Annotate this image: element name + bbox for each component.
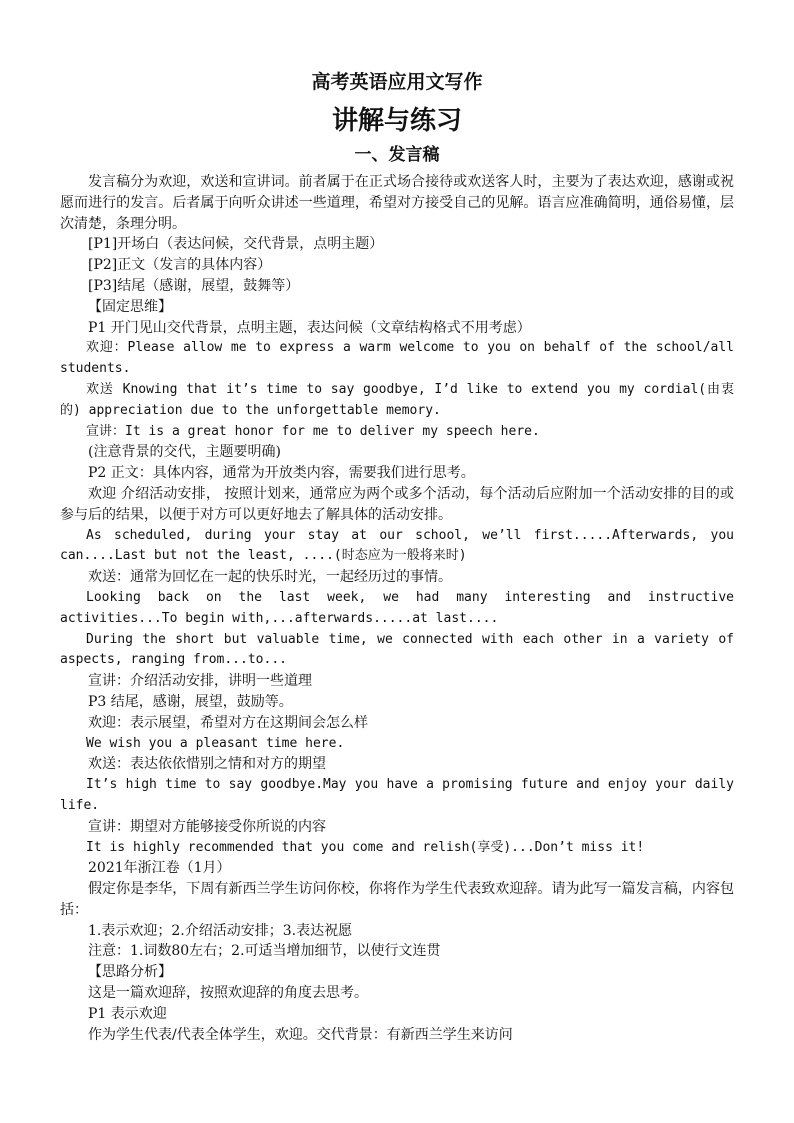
paragraph-recommended-example: It is highly recommended that you come and relish(享受)...Don’t miss it! xyxy=(86,839,645,855)
paragraph-fixed-thinking-heading: 【固定思维】 xyxy=(88,298,172,315)
section-heading: 一、发言稿 xyxy=(354,145,440,165)
paragraph-goodbye-example: It’s high time to say goodbye.May you have a promising future and enjoy your daily life. xyxy=(60,777,734,813)
paragraph-welcome-activities: 欢迎 介绍活动安排， 按照计划来，通常应为两个或多个活动，每个活动后应附加一个活动安排的目的或参与后的结果，以便于对方可以更好地去了解具体的活动安排。 xyxy=(60,485,734,523)
paragraph-speech-expectation: 宣讲：期望对方能够接受你所说的内容 xyxy=(88,818,326,835)
paragraph-speech-example: 宣讲：It is a great honor for me to deliver my speech here. xyxy=(86,423,540,439)
paragraph-intro: 发言稿分为欢迎，欢送和宣讲词。前者属于在正式场合接待或欢送客人时，主要为了表达欢迎，感谢或祝愿而进行的发言。后者属于向听众讲述一些道理，希望对方接受自己的见解。语言应准确简明，通俗易懂，层次清楚，条理分明。 xyxy=(60,174,734,232)
paragraph-task-prompt: 假定你是李华，下周有新西兰学生访问你校，你将作为学生代表致欢迎辞。请为此写一篇发言稿，内容包括： xyxy=(60,881,734,918)
paragraph-speech-activities: 宣讲：介绍活动安排，讲明一些道理 xyxy=(88,673,312,690)
paragraph-analysis-p1: P1 表示欢迎 xyxy=(88,1005,167,1022)
paragraph-analysis-intro: 这是一篇欢迎辞，按照欢迎辞的角度去思考。 xyxy=(88,985,368,1002)
paragraph-task-content: 1.表示欢迎；2.介绍活动安排；3.表达祝愿 xyxy=(88,922,353,939)
paragraph-p1-outline: [P1]开场白（表达问候，交代背景，点明主题） xyxy=(88,236,384,253)
document-subtitle: 讲解与练习 xyxy=(331,106,462,136)
paragraph-farewell-memories: 欢送：通常为回忆在一起的快乐时光，一起经历过的事情。 xyxy=(88,569,452,586)
paragraph-note-background: (注意背景的交代，主题要明确) xyxy=(88,444,281,461)
paragraph-during-example: During the short but valuable time, we connected with each other in a variety of aspects, ranging from...to... xyxy=(60,631,734,668)
paragraph-p2-desc: P2 正文：具体内容，通常为开放类内容，需要我们进行思考。 xyxy=(88,465,475,482)
paragraph-p1-desc: P1 开门见山交代背景，点明主题，表达问候（文章结构格式不用考虑） xyxy=(88,319,531,336)
paragraph-exam-source: 2021年浙江卷（1月） xyxy=(88,860,231,877)
paragraph-analysis-background: 作为学生代表/代表全体学生，欢迎。交代背景：有新西兰学生来访问 xyxy=(88,1026,513,1043)
paragraph-looking-back-example: Looking back on the last week, we had many interesting and instructive activities...To begin with,...afterwards.....at last.... xyxy=(60,589,734,626)
paragraph-p3-outline: [P3]结尾（感谢，展望，鼓舞等） xyxy=(88,277,300,294)
paragraph-task-notes: 注意：1.词数80左右；2.可适当增加细节，以使行文连贯 xyxy=(88,943,441,960)
paragraph-farewell-feelings: 欢送：表达依依惜别之情和对方的期望 xyxy=(88,756,326,773)
paragraph-wish-example: We wish you a pleasant time here. xyxy=(86,735,345,751)
document-title: 高考英语应用文写作 xyxy=(311,71,483,93)
paragraph-p2-outline: [P2]正文（发言的具体内容） xyxy=(88,257,272,274)
document-page xyxy=(60,62,734,1045)
paragraph-farewell-example: 欢送 Knowing that it’s time to say goodbye, I’d like to extend you my cordial(由衷的) appreciation due to the unforgettable memory. xyxy=(60,381,734,418)
paragraph-analysis-heading: 【思路分析】 xyxy=(88,964,172,981)
paragraph-welcome-outlook: 欢迎：表示展望，希望对方在这期间会怎么样 xyxy=(88,714,368,731)
paragraph-scheduled-example: As scheduled, during your stay at our school, we’ll first.....Afterwards, you can....Last but not the least, ....(时态应为一般将来时) xyxy=(60,527,734,564)
paragraph-p3-desc: P3 结尾，感谢，展望，鼓励等。 xyxy=(88,693,293,710)
paragraph-welcome-example: 欢迎：Please allow me to express a warm welcome to you on behalf of the school/all students. xyxy=(60,340,734,377)
